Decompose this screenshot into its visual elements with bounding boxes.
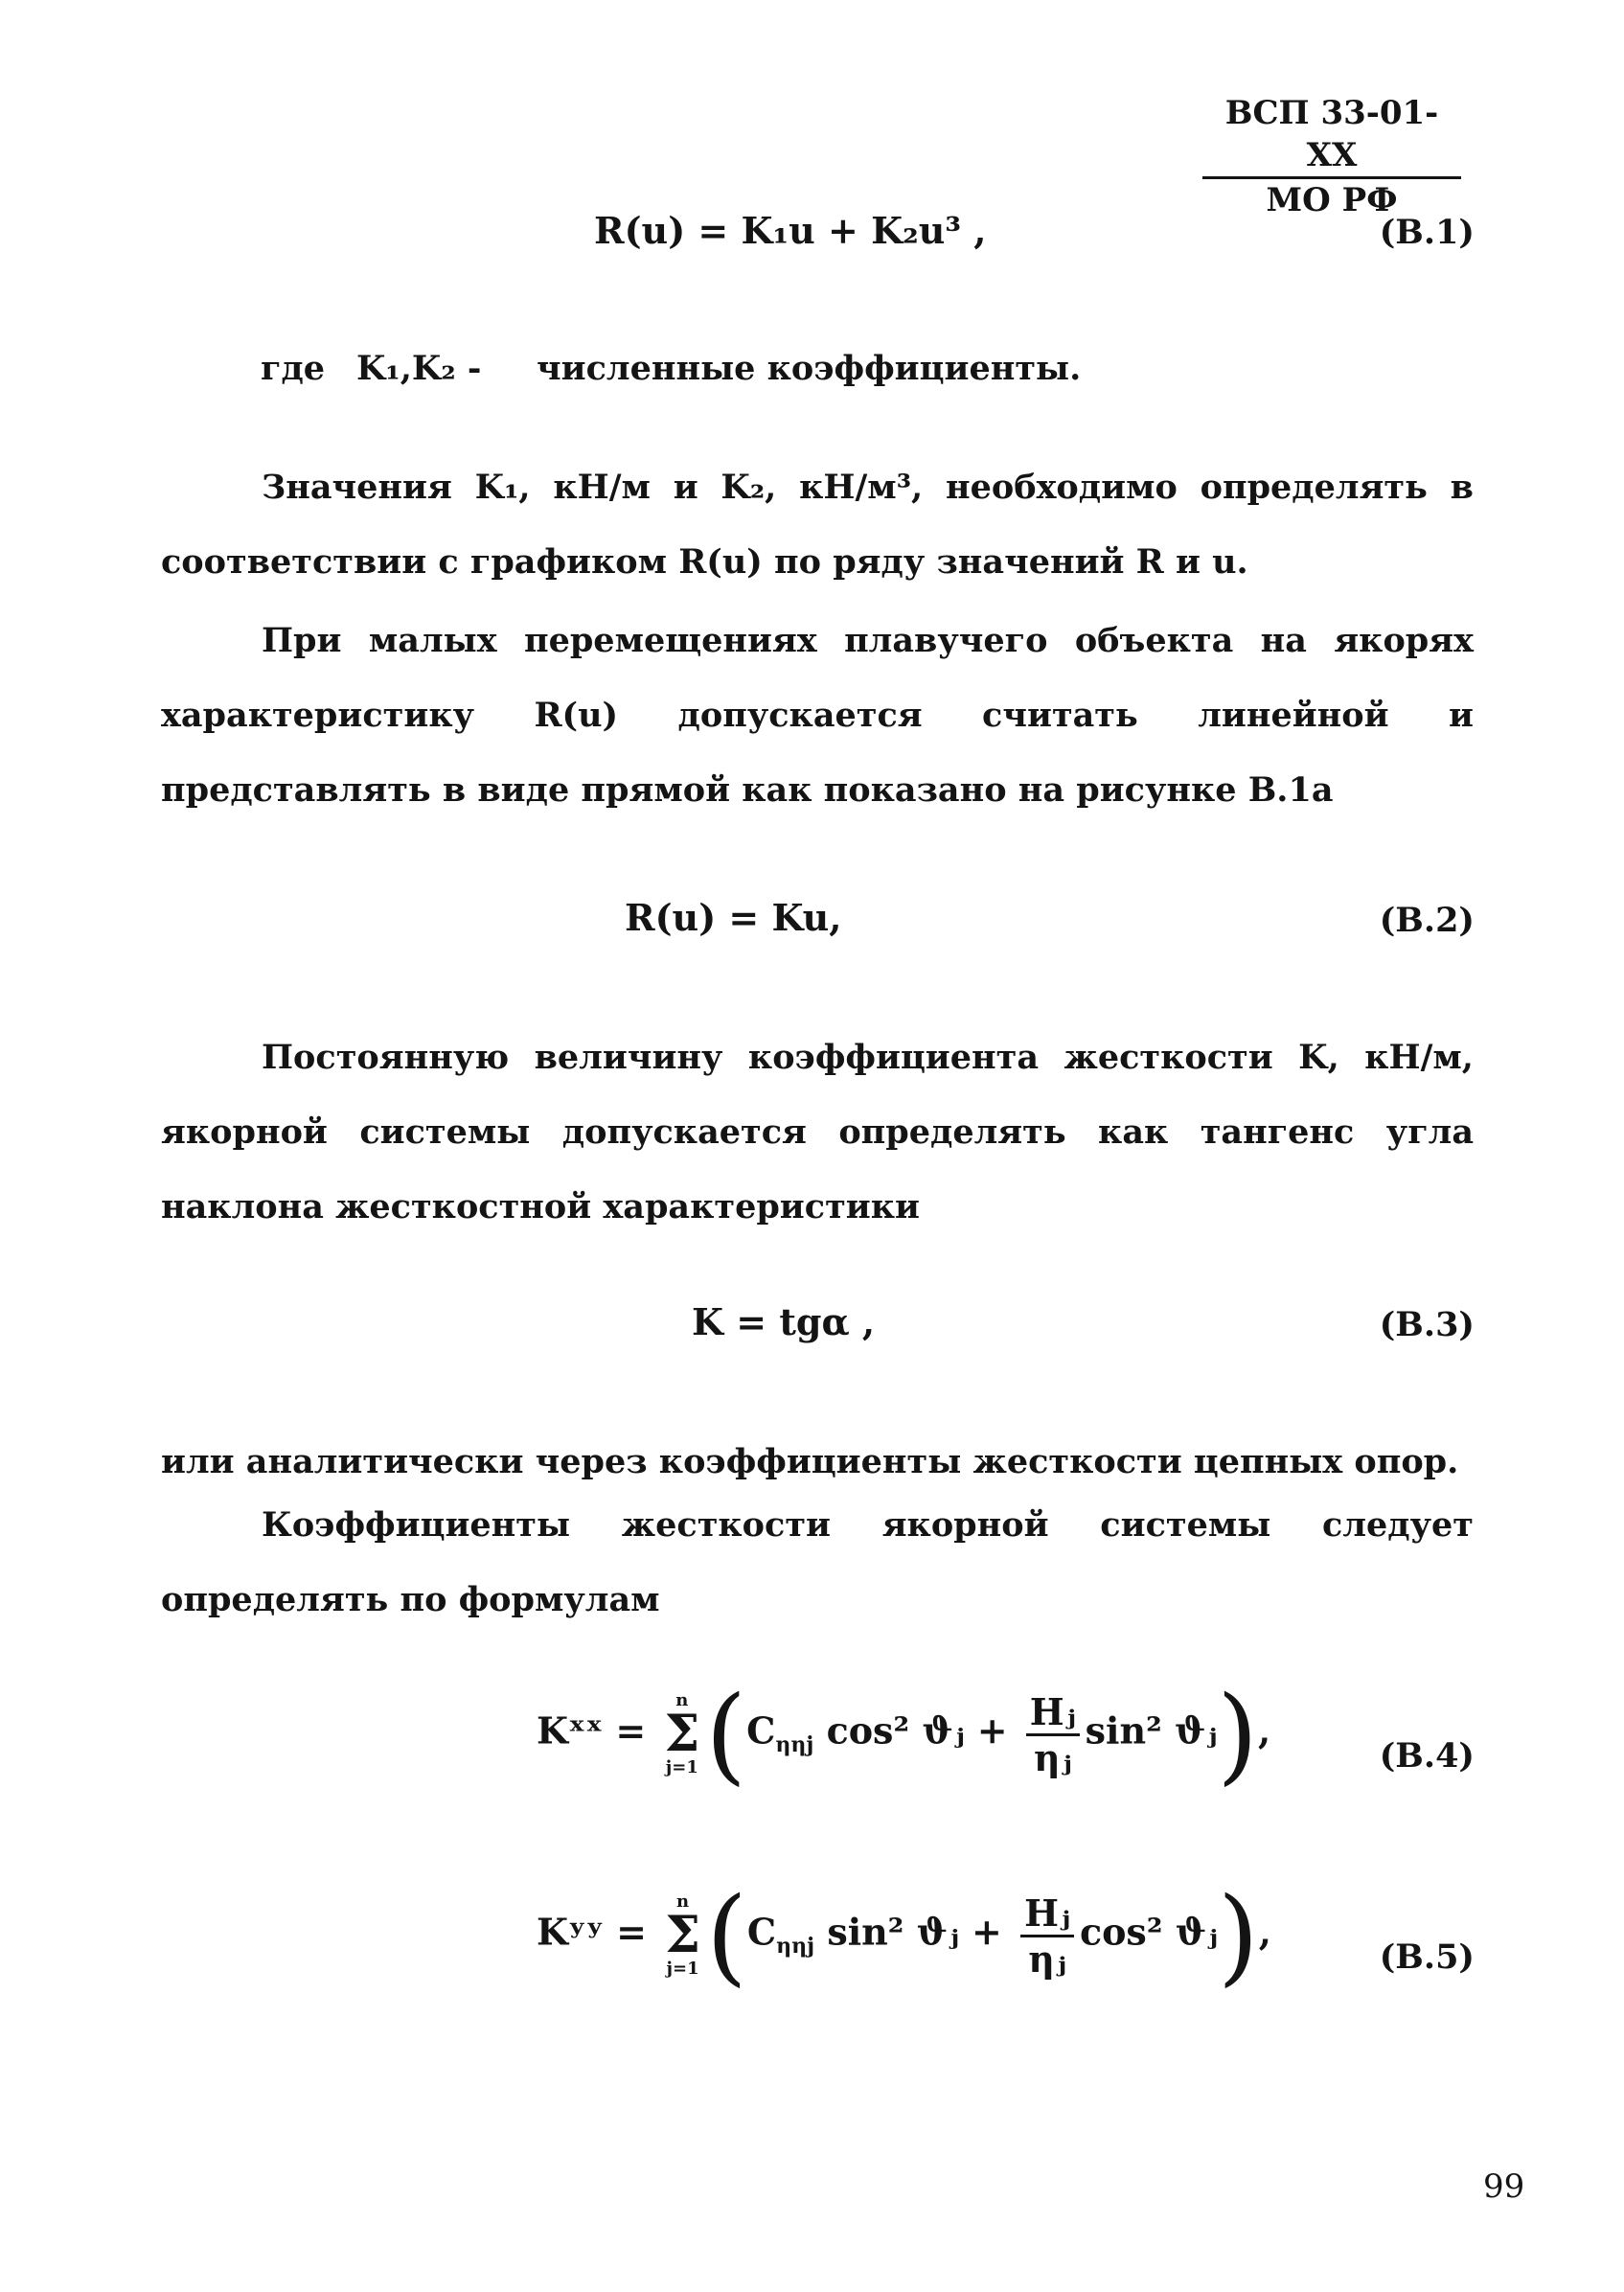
page-header: [1202, 92, 1461, 221]
eq-b5-tail: ,: [1258, 1910, 1272, 1954]
eq-b4-frac-den: ηⱼ: [1033, 1735, 1072, 1779]
paragraph-4: или аналитически через коэффициенты жесткости цепных опор.: [161, 1442, 1459, 1481]
equation-number-b5: (В.5): [1379, 1937, 1475, 1977]
equation-number-b4: (В.4): [1379, 1736, 1475, 1776]
equation-number-b3: (В.3): [1379, 1305, 1475, 1344]
paragraph-1: Значения K₁, кН/м и K₂, кН/м³, необходимо определять в соответствии с графиком R(u) по ряду значений R и u.: [161, 468, 1474, 582]
eq-b4-term1: C: [746, 1708, 776, 1753]
equation-number-b1: (В.1): [1379, 213, 1475, 252]
eq-b4-fraction: [1026, 1690, 1080, 1779]
equation-b1: R(u) = K₁u + K₂u³ ,: [594, 209, 987, 252]
equation-b3: K = tgα ,: [692, 1300, 876, 1343]
right-paren: ): [1217, 1673, 1259, 1796]
eq-b5-term1-func: sin² ϑⱼ +: [827, 1910, 1002, 1954]
eq-b5-term2-func: cos² ϑⱼ: [1079, 1910, 1218, 1954]
sigma-symbol: Σ: [665, 1906, 700, 1964]
equation-b4: [537, 1673, 1271, 1796]
left-paren: (: [705, 1874, 747, 1997]
eq-b5-sum: [665, 1893, 700, 1978]
paragraph-2: При малых перемещениях плавучего объекта на якорях характеристику R(u) допускается считать линейной и представлять в виде прямой как показано на рисунке В.1а: [161, 621, 1474, 810]
eq-b4-sum-lower: j=1: [665, 1757, 698, 1777]
where-word: где: [261, 349, 326, 388]
paragraph-3: Постоянную величину коэффициента жесткости K, кН/м, якорной системы допускается определять как тангенс угла наклона жесткостной характеристики: [161, 1038, 1474, 1226]
eq-b5-term1-sub: ηηj: [776, 1934, 815, 1960]
eq-b4-term1-sub: ηηj: [775, 1732, 814, 1758]
eq-b4-tail: ,: [1258, 1708, 1271, 1753]
eq-b5-sum-lower: j=1: [666, 1959, 699, 1979]
equation-b5: [537, 1874, 1272, 1997]
sigma-symbol: Σ: [664, 1705, 700, 1763]
eq-b4-frac-num: Hⱼ: [1026, 1690, 1080, 1736]
eq-b4-lhs: Kˣˣ =: [537, 1708, 647, 1753]
left-paren: (: [705, 1673, 747, 1796]
where-symbols: K₁,K₂ -: [356, 349, 482, 388]
eq-b4-term1-func: cos² ϑⱼ +: [826, 1708, 1008, 1753]
doc-code: ВСП 33-01-ХХ: [1202, 92, 1461, 179]
right-paren: ): [1217, 1874, 1259, 1997]
eq-b4-sum-upper: n: [675, 1690, 689, 1710]
eq-b5-fraction: [1020, 1891, 1074, 1981]
eq-b5-term1: C: [746, 1910, 777, 1954]
eq-b5-sum-upper: n: [676, 1891, 690, 1912]
paragraph-5: Коэффициенты жесткости якорной системы следует определять по формулам: [161, 1505, 1474, 1619]
eq-b5-frac-den: ηⱼ: [1028, 1937, 1066, 1981]
doc-organization: МО РФ: [1266, 181, 1398, 219]
eq-b4-sum: [664, 1692, 699, 1776]
equation-number-b2: (В.2): [1379, 901, 1475, 940]
eq-b4-term2-func: sin² ϑⱼ: [1085, 1708, 1218, 1753]
eq-b5-lhs: Kʸʸ =: [537, 1910, 647, 1954]
where-description: численные коэффициенты.: [537, 349, 1082, 388]
equation-b2: R(u) = Ku,: [625, 896, 842, 939]
eq-b5-frac-num: Hⱼ: [1020, 1891, 1074, 1937]
page-number: 99: [1483, 2167, 1525, 2206]
